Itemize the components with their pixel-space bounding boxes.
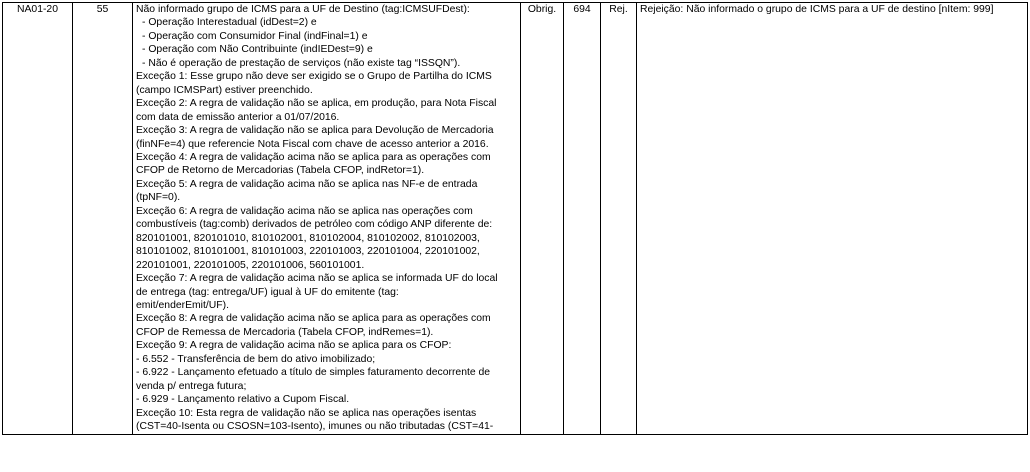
rule-description-cell	[133, 3, 521, 435]
rule-id: NA01-20	[16, 4, 58, 15]
description-line: Exceção 8: A regra de validação acima não se aplica para as operações com	[136, 313, 491, 325]
description-line: - 6.922 - Lançamento efetuado a título de simples faturamento decorrente de	[136, 367, 491, 379]
validation-rules-table	[2, 2, 1028, 435]
description-line: Exceção 1: Esse grupo não deve ser exigido se o Grupo de Partilha do ICMS	[136, 71, 492, 83]
description-line: (CST=40-Isenta ou CSOSN=103-Isento), imunes ou não tributadas (CST=41-	[136, 421, 494, 433]
description-line: - 6.929 - Lançamento relativo a Cupom Fiscal.	[136, 394, 350, 406]
description-line: - Operação com Não Contribuinte (indIEDest=9) e	[142, 44, 373, 56]
description-line: combustíveis (tag:comb) derivados de petróleo com código ANP diferente de:	[136, 219, 493, 231]
description-line: - 6.552 - Transferência de bem do ativo imobilizado;	[136, 353, 376, 365]
description-line: 220101001, 220101005, 220101006, 560101001.	[136, 259, 365, 271]
description-line: 820101001, 820101010, 810102001, 810102004, 810102002, 810102003,	[136, 232, 480, 244]
description-line: Não informado grupo de ICMS para a UF de Destino (tag:ICMSUFDest):	[136, 4, 470, 15]
rejection-code: 694	[573, 4, 591, 15]
description-line: emit/enderEmit/UF).	[136, 299, 229, 311]
description-line: - Operação Interestadual (idDest=2) e	[142, 17, 317, 29]
description-line: 810101002, 810101001, 810101003, 220101003, 220101004, 220101002,	[136, 246, 480, 258]
description-line: (campo ICMSPart) estiver preenchido.	[136, 84, 313, 96]
description-line: (tpNF=0).	[136, 192, 181, 204]
rejection-code-cell	[564, 3, 601, 435]
table-row	[3, 3, 1028, 435]
rule-sequence-cell	[73, 3, 133, 435]
description-line: Exceção 2: A regra de validação não se aplica, em produção, para Nota Fiscal	[136, 98, 497, 110]
rule-obligation: Obrig.	[527, 4, 557, 15]
rule-effect: Rej.	[609, 4, 628, 15]
rejection-message-cell	[637, 3, 1028, 435]
description-line: Exceção 10: Esta regra de validação não se aplica nas operações isentas	[136, 407, 477, 419]
description-line: Exceção 6: A regra de validação acima não se aplica nas operações com	[136, 205, 473, 217]
description-line: - Operação com Consumidor Final (indFinal=1) e	[142, 30, 368, 42]
description-line: - Não é operação de prestação de serviços (não existe tag “ISSQN”).	[142, 57, 461, 69]
rule-obligation-cell	[521, 3, 564, 435]
description-line: venda p/ entrega futura;	[136, 380, 247, 392]
description-line: Exceção 9: A regra de validação acima não se aplica para os CFOP:	[136, 340, 452, 352]
rejection-message: Rejeição: Não informado o grupo de ICMS para a UF de destino [nItem: 999]	[640, 4, 994, 15]
description-line: de entrega (tag: entrega/UF) igual à UF do emitente (tag:	[136, 286, 399, 298]
rule-effect-cell	[601, 3, 637, 435]
description-line: Exceção 4: A regra de validação acima não se aplica para as operações com	[136, 151, 491, 163]
description-line: Exceção 7: A regra de validação acima não se aplica se informada UF do local	[136, 273, 498, 285]
description-line: (finNFe=4) que referencie Nota Fiscal com chave de acesso anterior a 2016.	[136, 138, 489, 150]
description-line: Exceção 5: A regra de validação acima não se aplica nas NF-e de entrada	[136, 178, 478, 190]
description-line: CFOP de Remessa de Mercadoria (Tabela CFOP, indRemes=1).	[136, 326, 434, 338]
rule-id-cell	[3, 3, 73, 435]
description-line: com data de emissão anterior a 01/07/2016.	[136, 111, 340, 123]
description-line: Exceção 3: A regra de validação não se aplica para Devolução de Mercadoria	[136, 125, 494, 137]
rule-sequence: 55	[96, 4, 109, 15]
description-line: CFOP de Retorno de Mercadorias (Tabela CFOP, indRetor=1).	[136, 165, 425, 177]
